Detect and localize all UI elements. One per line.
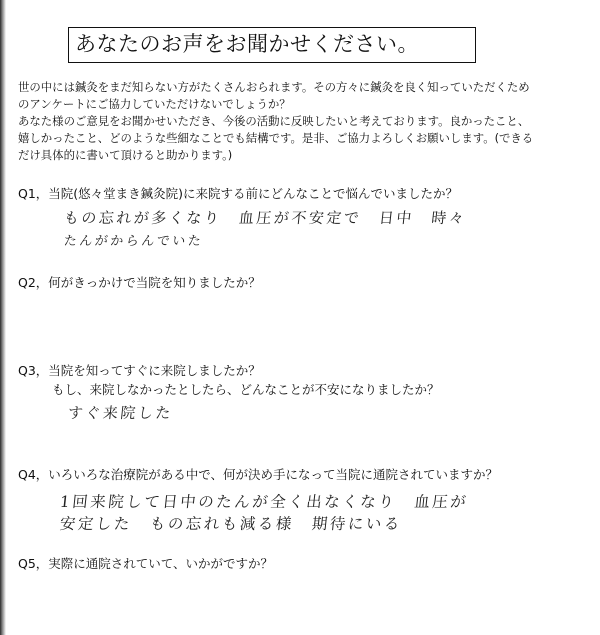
question-3-sub: もし、来院しなかったとしたら、どんなことが不安になりましたか？: [52, 382, 440, 397]
answer-1-line-1: もの忘れが多くなり 血圧が不安定で 日中 時々: [63, 209, 468, 227]
question-3-label: Q3，当院を知ってすぐに来院しましたか？: [18, 363, 261, 378]
answer-4-line-2: 安定した もの忘れも減る様 期待にいる: [58, 515, 403, 533]
answer-4-line-1: 1回来院して日中のたんが全く出なくなり 血圧が: [58, 493, 470, 511]
scan-edge-shadow: [0, 0, 6, 635]
question-4: Q4，いろいろな治療院がある中で、何が決め手になって当院に通院されていますか？: [18, 467, 499, 482]
answer-3: すぐ来院した: [67, 404, 174, 422]
question-2: Q2，何がきっかけで当院を知りましたか？: [18, 275, 261, 290]
intro-line: あなた様のご意見をお聞かせいただき、今後の活動に反映したいと考えております。良かったこと、: [18, 114, 530, 128]
question-5: Q5，実際に通院されていて、いかがですか？: [18, 556, 274, 571]
intro-line: 世の中には鍼灸をまだ知らない方がたくさんおられます。その方々に鍼灸を良く知っていただくため: [18, 80, 530, 94]
question-1: Q1，当院(悠々堂まき鍼灸院)に来院する前にどんなことで悩んでいましたか？: [18, 186, 459, 201]
intro-paragraph: [18, 79, 584, 164]
page-title: あなたのお声をお聞かせください。: [68, 27, 476, 63]
intro-line: のアンケートにご協力していただけないでしょうか？: [18, 97, 291, 111]
intro-line: だけ具体的に書いて頂けると助かります。): [18, 148, 233, 162]
question-3: [18, 361, 440, 399]
intro-line: 嬉しかったこと、どのような些細なことでも結構です。是非、ご協力よろしくお願いします。(できる: [18, 131, 534, 145]
answer-1-line-2: たんがからんでいた: [63, 234, 205, 249]
